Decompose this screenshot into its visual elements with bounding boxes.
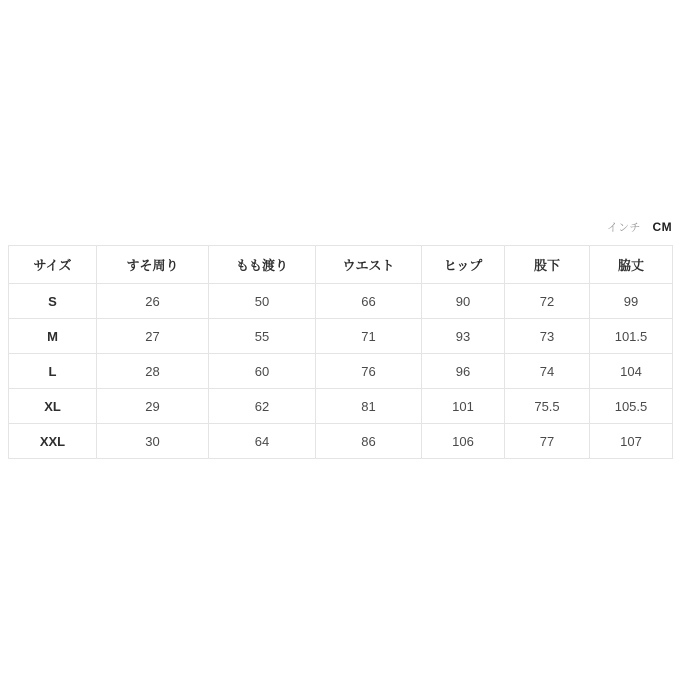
cell-value: 105.5 xyxy=(590,389,673,424)
cell-value: 93 xyxy=(422,319,505,354)
col-header-hem: すそ周り xyxy=(97,246,209,284)
cell-value: 50 xyxy=(209,284,316,319)
cell-value: 81 xyxy=(316,389,422,424)
col-header-inseam: 股下 xyxy=(505,246,590,284)
cell-value: 62 xyxy=(209,389,316,424)
cell-value: 66 xyxy=(316,284,422,319)
size-label: XXL xyxy=(9,424,97,459)
cell-value: 74 xyxy=(505,354,590,389)
table-row-l xyxy=(9,354,673,389)
cell-value: 76 xyxy=(316,354,422,389)
cell-value: 86 xyxy=(316,424,422,459)
size-label: L xyxy=(9,354,97,389)
size-label: S xyxy=(9,284,97,319)
cell-value: 60 xyxy=(209,354,316,389)
cell-value: 107 xyxy=(590,424,673,459)
table-row-s xyxy=(9,284,673,319)
col-header-thigh: もも渡り xyxy=(209,246,316,284)
cell-value: 28 xyxy=(97,354,209,389)
col-header-side: 脇丈 xyxy=(590,246,673,284)
table-row-m xyxy=(9,319,673,354)
cell-value: 96 xyxy=(422,354,505,389)
col-header-waist: ウエスト xyxy=(316,246,422,284)
cell-value: 73 xyxy=(505,319,590,354)
cell-value: 26 xyxy=(97,284,209,319)
cell-value: 77 xyxy=(505,424,590,459)
cell-value: 30 xyxy=(97,424,209,459)
cell-value: 27 xyxy=(97,319,209,354)
unit-toggle xyxy=(607,219,672,235)
col-header-hip: ヒップ xyxy=(422,246,505,284)
cell-value: 101 xyxy=(422,389,505,424)
cell-value: 99 xyxy=(590,284,673,319)
cell-value: 71 xyxy=(316,319,422,354)
col-header-size: サイズ xyxy=(9,246,97,284)
size-chart-table xyxy=(8,245,673,459)
cell-value: 55 xyxy=(209,319,316,354)
header-row xyxy=(9,246,673,284)
size-label: M xyxy=(9,319,97,354)
unit-cm-button[interactable]: CM xyxy=(652,220,672,234)
cell-value: 90 xyxy=(422,284,505,319)
cell-value: 72 xyxy=(505,284,590,319)
cell-value: 101.5 xyxy=(590,319,673,354)
cell-value: 29 xyxy=(97,389,209,424)
size-label: XL xyxy=(9,389,97,424)
cell-value: 104 xyxy=(590,354,673,389)
cell-value: 106 xyxy=(422,424,505,459)
unit-inch-button[interactable]: インチ xyxy=(606,222,641,234)
table-row-xxl xyxy=(9,424,673,459)
cell-value: 75.5 xyxy=(505,389,590,424)
table-row-xl xyxy=(9,389,673,424)
cell-value: 64 xyxy=(209,424,316,459)
